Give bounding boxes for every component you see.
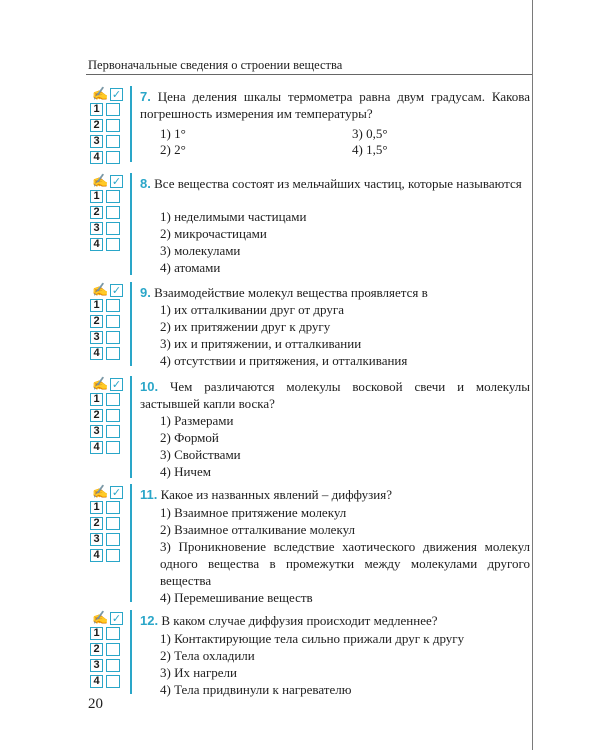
page-right-rule	[532, 0, 533, 750]
question-number: 9.	[140, 285, 151, 300]
option: 3) Их нагрели	[160, 665, 237, 680]
option: 1) неделимыми частицами	[160, 209, 307, 224]
answer-box[interactable]	[106, 659, 120, 672]
answer-box[interactable]	[106, 315, 120, 328]
answer-box[interactable]	[106, 299, 120, 312]
question-divider	[130, 173, 132, 275]
answer-box[interactable]	[106, 501, 120, 514]
answer-box[interactable]	[106, 206, 120, 219]
option: 3) их и притяжении, и отталкивании	[160, 336, 362, 351]
option: 2) 2°	[160, 142, 186, 157]
answer-number: 4	[90, 675, 103, 688]
question-divider	[130, 610, 132, 694]
answer-number: 3	[90, 425, 103, 438]
answer-box[interactable]	[106, 393, 120, 406]
answer-number: 4	[90, 238, 103, 251]
question-number: 12.	[140, 613, 159, 628]
option: 3) Проникновение вследствие хаотического движения молекул одного вещества в промежутки между молекулами другого вещества	[160, 539, 530, 588]
answer-number: 4	[90, 549, 103, 562]
option: 4) Перемешивание веществ	[160, 590, 313, 605]
pen-icon: ✍	[92, 610, 109, 625]
pen-icon: ✍	[92, 376, 109, 391]
option: 2) микрочастицами	[160, 226, 267, 241]
option: 2) Тела охладили	[160, 648, 255, 663]
option: 1) Размерами	[160, 413, 234, 428]
answer-box[interactable]	[106, 517, 120, 530]
answer-number: 4	[90, 151, 103, 164]
question-divider	[130, 376, 132, 478]
check-icon: ✓	[111, 88, 122, 101]
check-icon: ✓	[111, 284, 122, 297]
option: 4) атомами	[160, 260, 221, 275]
question-text: 10. Чем различаются молекулы восковой свечи и молекулы застывшей капли воска?	[140, 379, 530, 411]
answer-number: 2	[90, 315, 103, 328]
check-icon: ✓	[111, 486, 122, 499]
answer-box[interactable]	[106, 549, 120, 562]
answer-number: 3	[90, 659, 103, 672]
answer-number: 2	[90, 409, 103, 422]
option: 1) Контактирующие тела сильно прижали друг к другу	[160, 631, 465, 646]
option: 1) 1°	[160, 126, 186, 141]
answer-box[interactable]	[106, 347, 120, 360]
answer-box[interactable]	[106, 190, 120, 203]
answer-number: 3	[90, 331, 103, 344]
answer-number: 4	[90, 347, 103, 360]
answer-number: 3	[90, 222, 103, 235]
answer-box[interactable]	[106, 627, 120, 640]
question-number: 7.	[140, 89, 151, 104]
question-divider	[130, 484, 132, 602]
pen-icon: ✍	[92, 282, 109, 297]
answer-number: 3	[90, 533, 103, 546]
check-icon: ✓	[111, 612, 122, 625]
check-icon: ✓	[111, 378, 122, 391]
option: 3) Свойствами	[160, 447, 241, 462]
option: 4) отсутствии и притяжения, и отталкивания	[160, 353, 408, 368]
answer-box[interactable]	[106, 441, 120, 454]
question-divider	[130, 86, 132, 162]
running-header: Первоначальные сведения о строении вещества	[88, 58, 343, 72]
question-text: 8. Все вещества состоят из мельчайших частиц, которые называются	[140, 176, 522, 191]
option: 1) их отталкивании друг от друга	[160, 302, 344, 317]
answer-box[interactable]	[106, 119, 120, 132]
option: 3) молекулами	[160, 243, 241, 258]
option: 1) Взаимное притяжение молекул	[160, 505, 347, 520]
answer-number: 2	[90, 643, 103, 656]
answer-box[interactable]	[106, 425, 120, 438]
question-number: 11.	[140, 487, 158, 502]
answer-number: 1	[90, 627, 103, 640]
answer-box[interactable]	[106, 222, 120, 235]
question-number: 8.	[140, 176, 151, 191]
answer-box[interactable]	[106, 409, 120, 422]
answer-box[interactable]	[106, 238, 120, 251]
answer-box[interactable]	[106, 533, 120, 546]
option: 2) Взаимное отталкивание молекул	[160, 522, 355, 537]
answer-number: 2	[90, 206, 103, 219]
answer-box[interactable]	[106, 675, 120, 688]
option: 2) Формой	[160, 430, 219, 445]
question-divider	[130, 282, 132, 366]
answer-number: 1	[90, 393, 103, 406]
answer-box[interactable]	[106, 331, 120, 344]
question-text: 9. Взаимодействие молекул вещества проявляется в	[140, 285, 428, 300]
page-number: 20	[88, 696, 103, 712]
option: 4) Тела придвинули к нагревателю	[160, 682, 352, 697]
answer-number: 4	[90, 441, 103, 454]
question-text: 11. Какое из названных явлений – диффузия?	[140, 487, 392, 502]
answer-box[interactable]	[106, 643, 120, 656]
answer-number: 1	[90, 501, 103, 514]
option: 2) их притяжении друг к другу	[160, 319, 331, 334]
answer-number: 2	[90, 517, 103, 530]
option: 4) 1,5°	[352, 142, 388, 157]
answer-box[interactable]	[106, 135, 120, 148]
pen-icon: ✍	[92, 173, 109, 188]
pen-icon: ✍	[92, 86, 109, 101]
answer-number: 1	[90, 103, 103, 116]
option: 4) Ничем	[160, 464, 211, 479]
answer-number: 1	[90, 299, 103, 312]
answer-number: 3	[90, 135, 103, 148]
check-icon: ✓	[111, 175, 122, 188]
header-rule	[86, 74, 532, 75]
answer-box[interactable]	[106, 151, 120, 164]
option: 3) 0,5°	[352, 126, 388, 141]
question-text: 12. В каком случае диффузия происходит медленнее?	[140, 613, 438, 628]
answer-number: 1	[90, 190, 103, 203]
pen-icon: ✍	[92, 484, 109, 499]
question-text: 7. Цена деления шкалы термометра равна двум градусам. Какова погрешность измерения им температуры?	[140, 89, 530, 121]
answer-number: 2	[90, 119, 103, 132]
question-number: 10.	[140, 379, 159, 394]
answer-box[interactable]	[106, 103, 120, 116]
